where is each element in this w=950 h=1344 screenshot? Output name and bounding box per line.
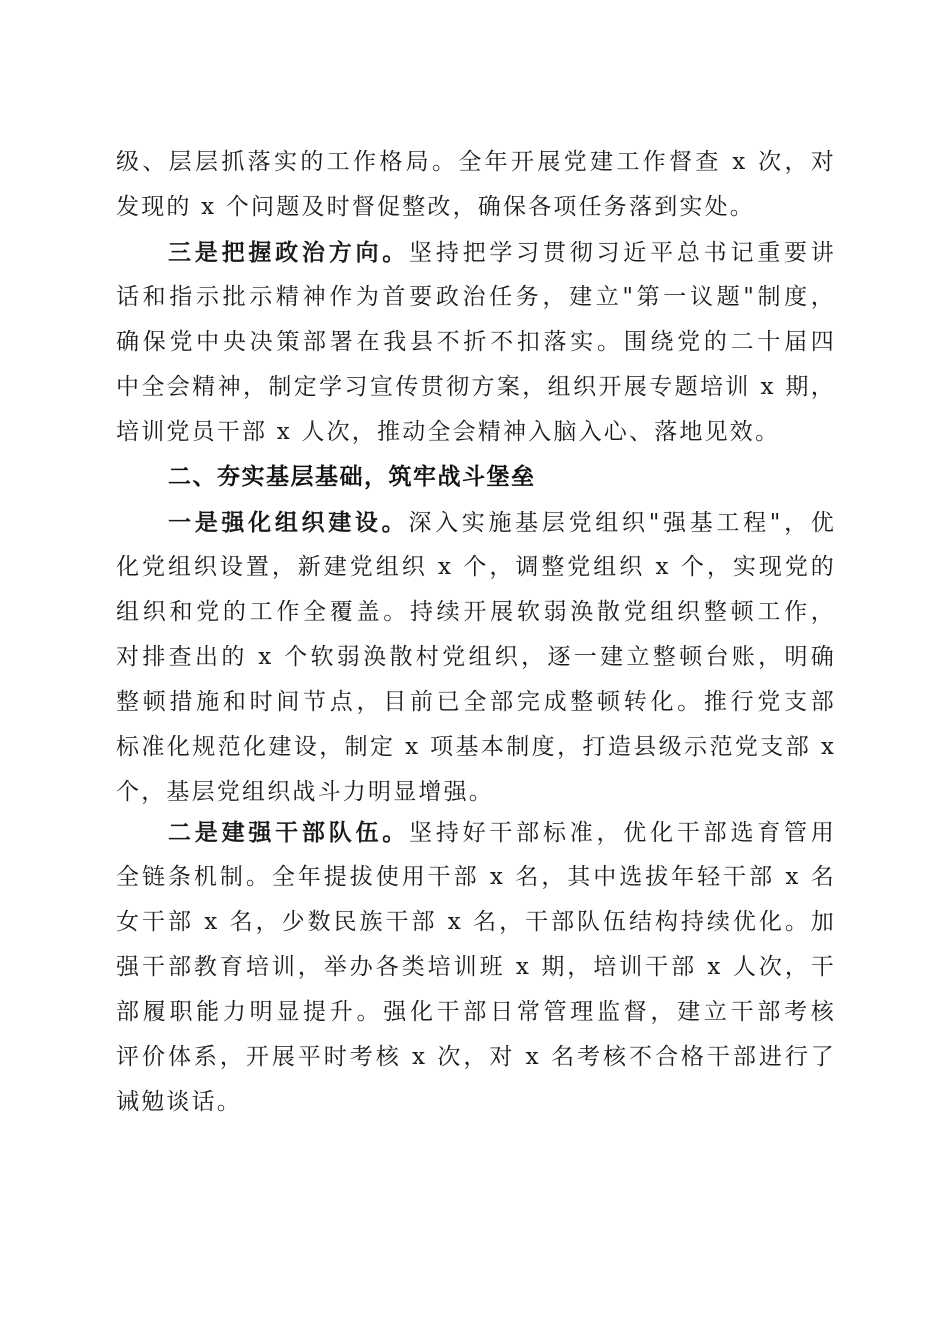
paragraph-lead: 二是建强干部队伍。 (168, 819, 410, 846)
paragraph-line: 全链条机制。全年提拔使用干部 x 名，其中选拔年轻干部 x 名 (116, 864, 836, 890)
paragraph-lead: 三是把握政治方向。 (168, 239, 410, 266)
paragraph-line: 话和指示批示精神作为首要政治任务，建立"第一议题"制度， (116, 284, 836, 310)
paragraph-line: 确保党中央决策部署在我县不折不扣落实。围绕党的二十届四 (116, 329, 836, 355)
paragraph-line-rest: 坚持好干部标准，优化干部选育管用 (409, 820, 836, 846)
paragraph-line: 部履职能力明显提升。强化干部日常管理监督，建立干部考核 (116, 999, 836, 1025)
paragraph-line: 整顿措施和时间节点，目前已全部完成整顿转化。推行党支部 (116, 689, 836, 715)
paragraph-2 (116, 230, 836, 455)
paragraph-first-line (116, 810, 836, 855)
paragraph-line: 化党组织设置，新建党组织 x 个，调整党组织 x 个，实现党的 (116, 554, 836, 580)
paragraph-line: 个，基层党组织战斗力明显增强。 (116, 779, 494, 805)
paragraph-line: 培训党员干部 x 人次，推动全会精神入脑入心、落地见效。 (116, 419, 781, 445)
paragraph-line: 组织和党的工作全覆盖。持续开展软弱涣散党组织整顿工作， (116, 599, 836, 625)
section-heading: 二、夯实基层基础，筑牢战斗堡垒 (168, 464, 536, 490)
paragraph-line: 女干部 x 名，少数民族干部 x 名，干部队伍结构持续优化。加 (116, 909, 836, 935)
paragraph-first-line (116, 230, 836, 275)
paragraph-3 (116, 500, 836, 815)
paragraph-line: 强干部教育培训，举办各类培训班 x 期，培训干部 x 人次，干 (116, 954, 836, 980)
paragraph-line: 评价体系，开展平时考核 x 次，对 x 名考核不合格干部进行了 (116, 1044, 836, 1070)
paragraph-4 (116, 810, 836, 1125)
paragraph-line: 中全会精神，制定学习宣传贯彻方案，组织开展专题培训 x 期， (116, 374, 836, 400)
paragraph-first-line (116, 500, 836, 545)
paragraph-line: 级、层层抓落实的工作格局。全年开展党建工作督查 x 次，对 (116, 149, 836, 175)
paragraph-1 (116, 140, 836, 230)
paragraph-lead: 一是强化组织建设。 (168, 509, 409, 536)
paragraph-line-rest: 坚持把学习贯彻习近平总书记重要讲 (409, 240, 836, 266)
paragraph-line-rest: 深入实施基层党组织"强基工程"，优 (408, 510, 836, 536)
paragraph-line: 对排查出的 x 个软弱涣散村党组织，逐一建立整顿台账，明确 (116, 644, 836, 670)
paragraph-line: 发现的 x 个问题及时督促整改，确保各项任务落到实处。 (116, 194, 755, 220)
paragraph-line: 标准化规范化建设，制定 x 项基本制度，打造县级示范党支部 x (116, 734, 836, 760)
paragraph-line: 诫勉谈话。 (116, 1089, 242, 1115)
